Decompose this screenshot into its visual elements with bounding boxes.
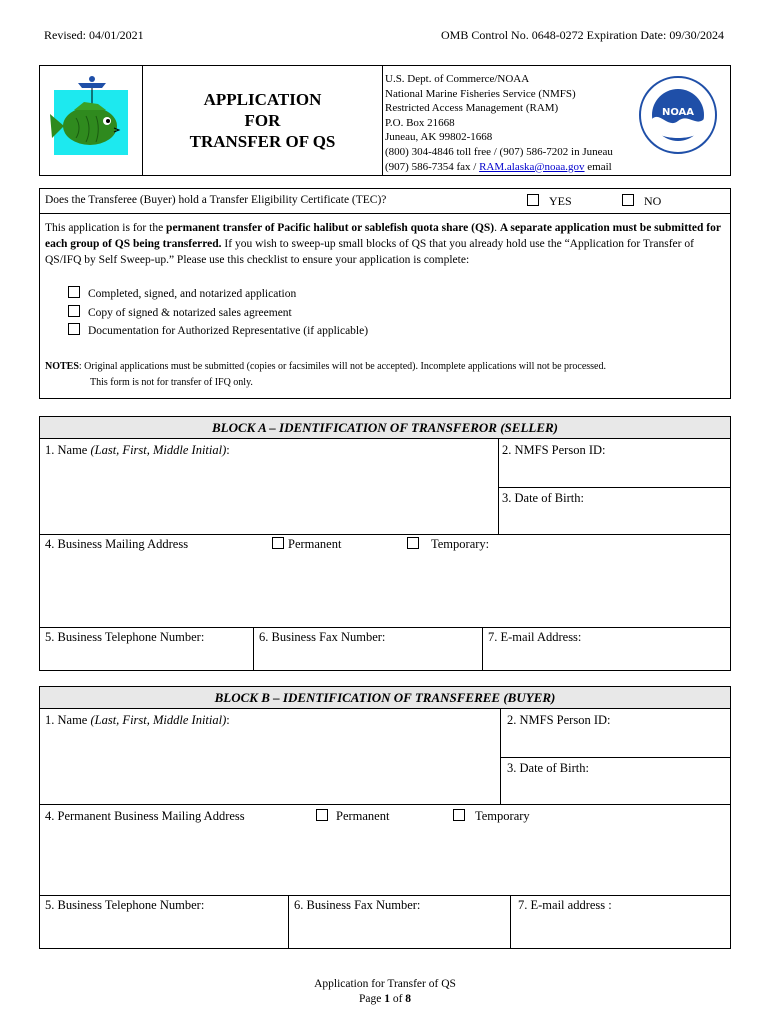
permanent-checkbox[interactable] xyxy=(316,809,328,821)
title-line-3: TRANSFER OF QS xyxy=(189,132,336,151)
fax-email-line xyxy=(385,160,613,175)
name-label: 1. Name xyxy=(45,443,91,457)
notes-line-2: This form is not for transfer of IFQ only. xyxy=(90,377,253,388)
buyer-phone-field[interactable]: 5. Business Telephone Number: xyxy=(45,898,205,912)
checklist-item[interactable] xyxy=(68,285,368,304)
buyer-email-field[interactable]: 7. E-mail address : xyxy=(518,898,612,912)
revised-date: Revised: 04/01/2021 xyxy=(44,28,144,42)
page-total: 8 xyxy=(405,993,412,1005)
divider xyxy=(40,534,730,535)
checklist xyxy=(68,285,368,341)
block-b xyxy=(39,686,731,949)
checklist-item[interactable] xyxy=(68,304,368,323)
no-label: NO xyxy=(644,194,662,208)
form-title xyxy=(143,66,383,175)
seller-permanent-option[interactable] xyxy=(272,537,341,552)
temporary-label: Temporary: xyxy=(431,537,490,551)
title-line-2: FOR xyxy=(244,111,281,130)
name-label: 1. Name xyxy=(45,713,91,727)
email-suffix: email xyxy=(584,160,612,173)
address-line: (800) 304-4846 toll free / (907) 586-7202 in Juneau xyxy=(385,145,613,158)
header-box xyxy=(39,65,731,176)
notes-line-1: : Original applications must be submitted (copies or facsimiles will not be accepted). Incomplete applications will not be processed. xyxy=(78,361,606,372)
divider xyxy=(40,804,730,805)
buyer-dob-field[interactable]: 3. Date of Birth: xyxy=(507,761,589,775)
divider xyxy=(482,627,483,670)
seller-address-field[interactable]: 4. Business Mailing Address xyxy=(45,537,189,551)
address-line: National Marine Fisheries Service (NMFS) xyxy=(385,87,576,100)
fish-logo xyxy=(40,66,143,175)
divider xyxy=(253,627,254,670)
checklist-label: Completed, signed, and notarized application xyxy=(88,288,297,300)
buyer-person-id-field[interactable]: 2. NMFS Person ID: xyxy=(507,713,611,727)
buyer-permanent-option[interactable] xyxy=(316,809,389,824)
tec-question: Does the Transferee (Buyer) hold a Transfer Eligibility Certificate (TEC)? xyxy=(45,194,387,206)
checklist-checkbox[interactable] xyxy=(68,323,80,335)
checklist-box xyxy=(39,188,731,399)
fax-text: (907) 586-7354 fax / xyxy=(385,160,480,173)
seller-phone-field[interactable]: 5. Business Telephone Number: xyxy=(45,630,205,644)
seller-name-field[interactable] xyxy=(45,443,230,458)
page-number xyxy=(0,992,770,1007)
checklist-label: Copy of signed & notarized sales agreement xyxy=(88,306,292,319)
page-current: 1 xyxy=(384,993,390,1005)
footer xyxy=(0,977,770,1007)
no-checkbox[interactable] xyxy=(622,194,634,206)
permanent-label: Permanent xyxy=(336,809,390,823)
noaa-text: NOAA xyxy=(661,107,695,118)
block-a-title: BLOCK A – IDENTIFICATION OF TRANSFEROR (SELLER) xyxy=(40,417,730,439)
buyer-address-field[interactable]: 4. Permanent Business Mailing Address xyxy=(45,809,245,823)
temporary-checkbox[interactable] xyxy=(453,809,465,821)
permanent-checkbox[interactable] xyxy=(272,537,284,549)
omb-control: OMB Control No. 0648-0272 Expiration Date: 09/30/2024 xyxy=(441,28,724,42)
seller-email-field[interactable]: 7. E-mail Address: xyxy=(488,630,582,644)
intro-text: This application is for the xyxy=(45,222,167,234)
address-line: Restricted Access Management (RAM) xyxy=(385,102,559,115)
name-hint: (Last, First, Middle Initial) xyxy=(90,443,227,457)
permanent-label: Permanent xyxy=(288,537,342,551)
divider xyxy=(498,487,730,488)
buyer-name-field[interactable] xyxy=(45,713,230,728)
noaa-logo xyxy=(638,75,718,159)
notes xyxy=(45,359,606,391)
seller-person-id-field[interactable]: 2. NMFS Person ID: xyxy=(502,443,606,457)
buyer-temporary-option[interactable] xyxy=(453,809,530,824)
name-colon: : xyxy=(226,443,230,457)
intro-text: . xyxy=(494,222,500,234)
title-line-1: APPLICATION xyxy=(203,90,322,109)
page-prefix: Page xyxy=(358,993,385,1005)
seller-dob-field[interactable]: 3. Date of Birth: xyxy=(502,491,584,505)
block-b-title: BLOCK B – IDENTIFICATION OF TRANSFEREE (BUYER) xyxy=(40,687,730,709)
email-link[interactable]: RAM.alaska@noaa.gov xyxy=(479,160,585,173)
checklist-label: Documentation for Authorized Representative (if applicable) xyxy=(88,325,369,337)
name-hint: (Last, First, Middle Initial) xyxy=(90,713,227,727)
divider xyxy=(40,627,730,628)
divider xyxy=(40,895,730,896)
divider xyxy=(500,757,730,758)
buyer-fax-field[interactable]: 6. Business Fax Number: xyxy=(294,898,421,912)
agency-address xyxy=(385,72,613,174)
block-a xyxy=(39,416,731,671)
yes-checkbox[interactable] xyxy=(527,194,539,206)
tec-yes-option[interactable] xyxy=(527,194,572,209)
footer-title: Application for Transfer of QS xyxy=(314,978,456,990)
intro-bold: A separate application must be submitted for each group of QS being transferred. xyxy=(45,222,721,250)
notes-label: NOTES xyxy=(45,361,79,372)
tec-no-option[interactable] xyxy=(622,194,661,209)
address-line: Juneau, AK 99802-1668 xyxy=(385,131,493,144)
seller-fax-field[interactable]: 6. Business Fax Number: xyxy=(259,630,386,644)
tec-question-row xyxy=(40,189,730,214)
yes-label: YES xyxy=(549,194,572,208)
divider xyxy=(288,895,289,948)
temporary-checkbox[interactable] xyxy=(407,537,419,549)
page-mid: of xyxy=(389,993,406,1005)
address-line: U.S. Dept. of Commerce/NOAA xyxy=(385,73,530,85)
divider xyxy=(510,895,511,948)
address-line: P.O. Box 21668 xyxy=(385,116,455,129)
temporary-label: Temporary xyxy=(475,809,530,823)
checklist-checkbox[interactable] xyxy=(68,305,80,317)
intro-paragraph xyxy=(45,220,725,268)
checklist-item[interactable] xyxy=(68,322,368,341)
intro-bold: permanent transfer of Pacific halibut or sablefish quota share (QS) xyxy=(166,222,495,234)
checklist-checkbox[interactable] xyxy=(68,286,80,298)
intro-text: If you wish to sweep-up small blocks of QS that you already hold use the “Application for Transfer of QS/IFQ by Self Sweep-up.” Please use this checklist to ensure your application is complete: xyxy=(45,238,694,266)
name-colon: : xyxy=(226,713,230,727)
seller-temporary-option[interactable] xyxy=(407,537,489,552)
